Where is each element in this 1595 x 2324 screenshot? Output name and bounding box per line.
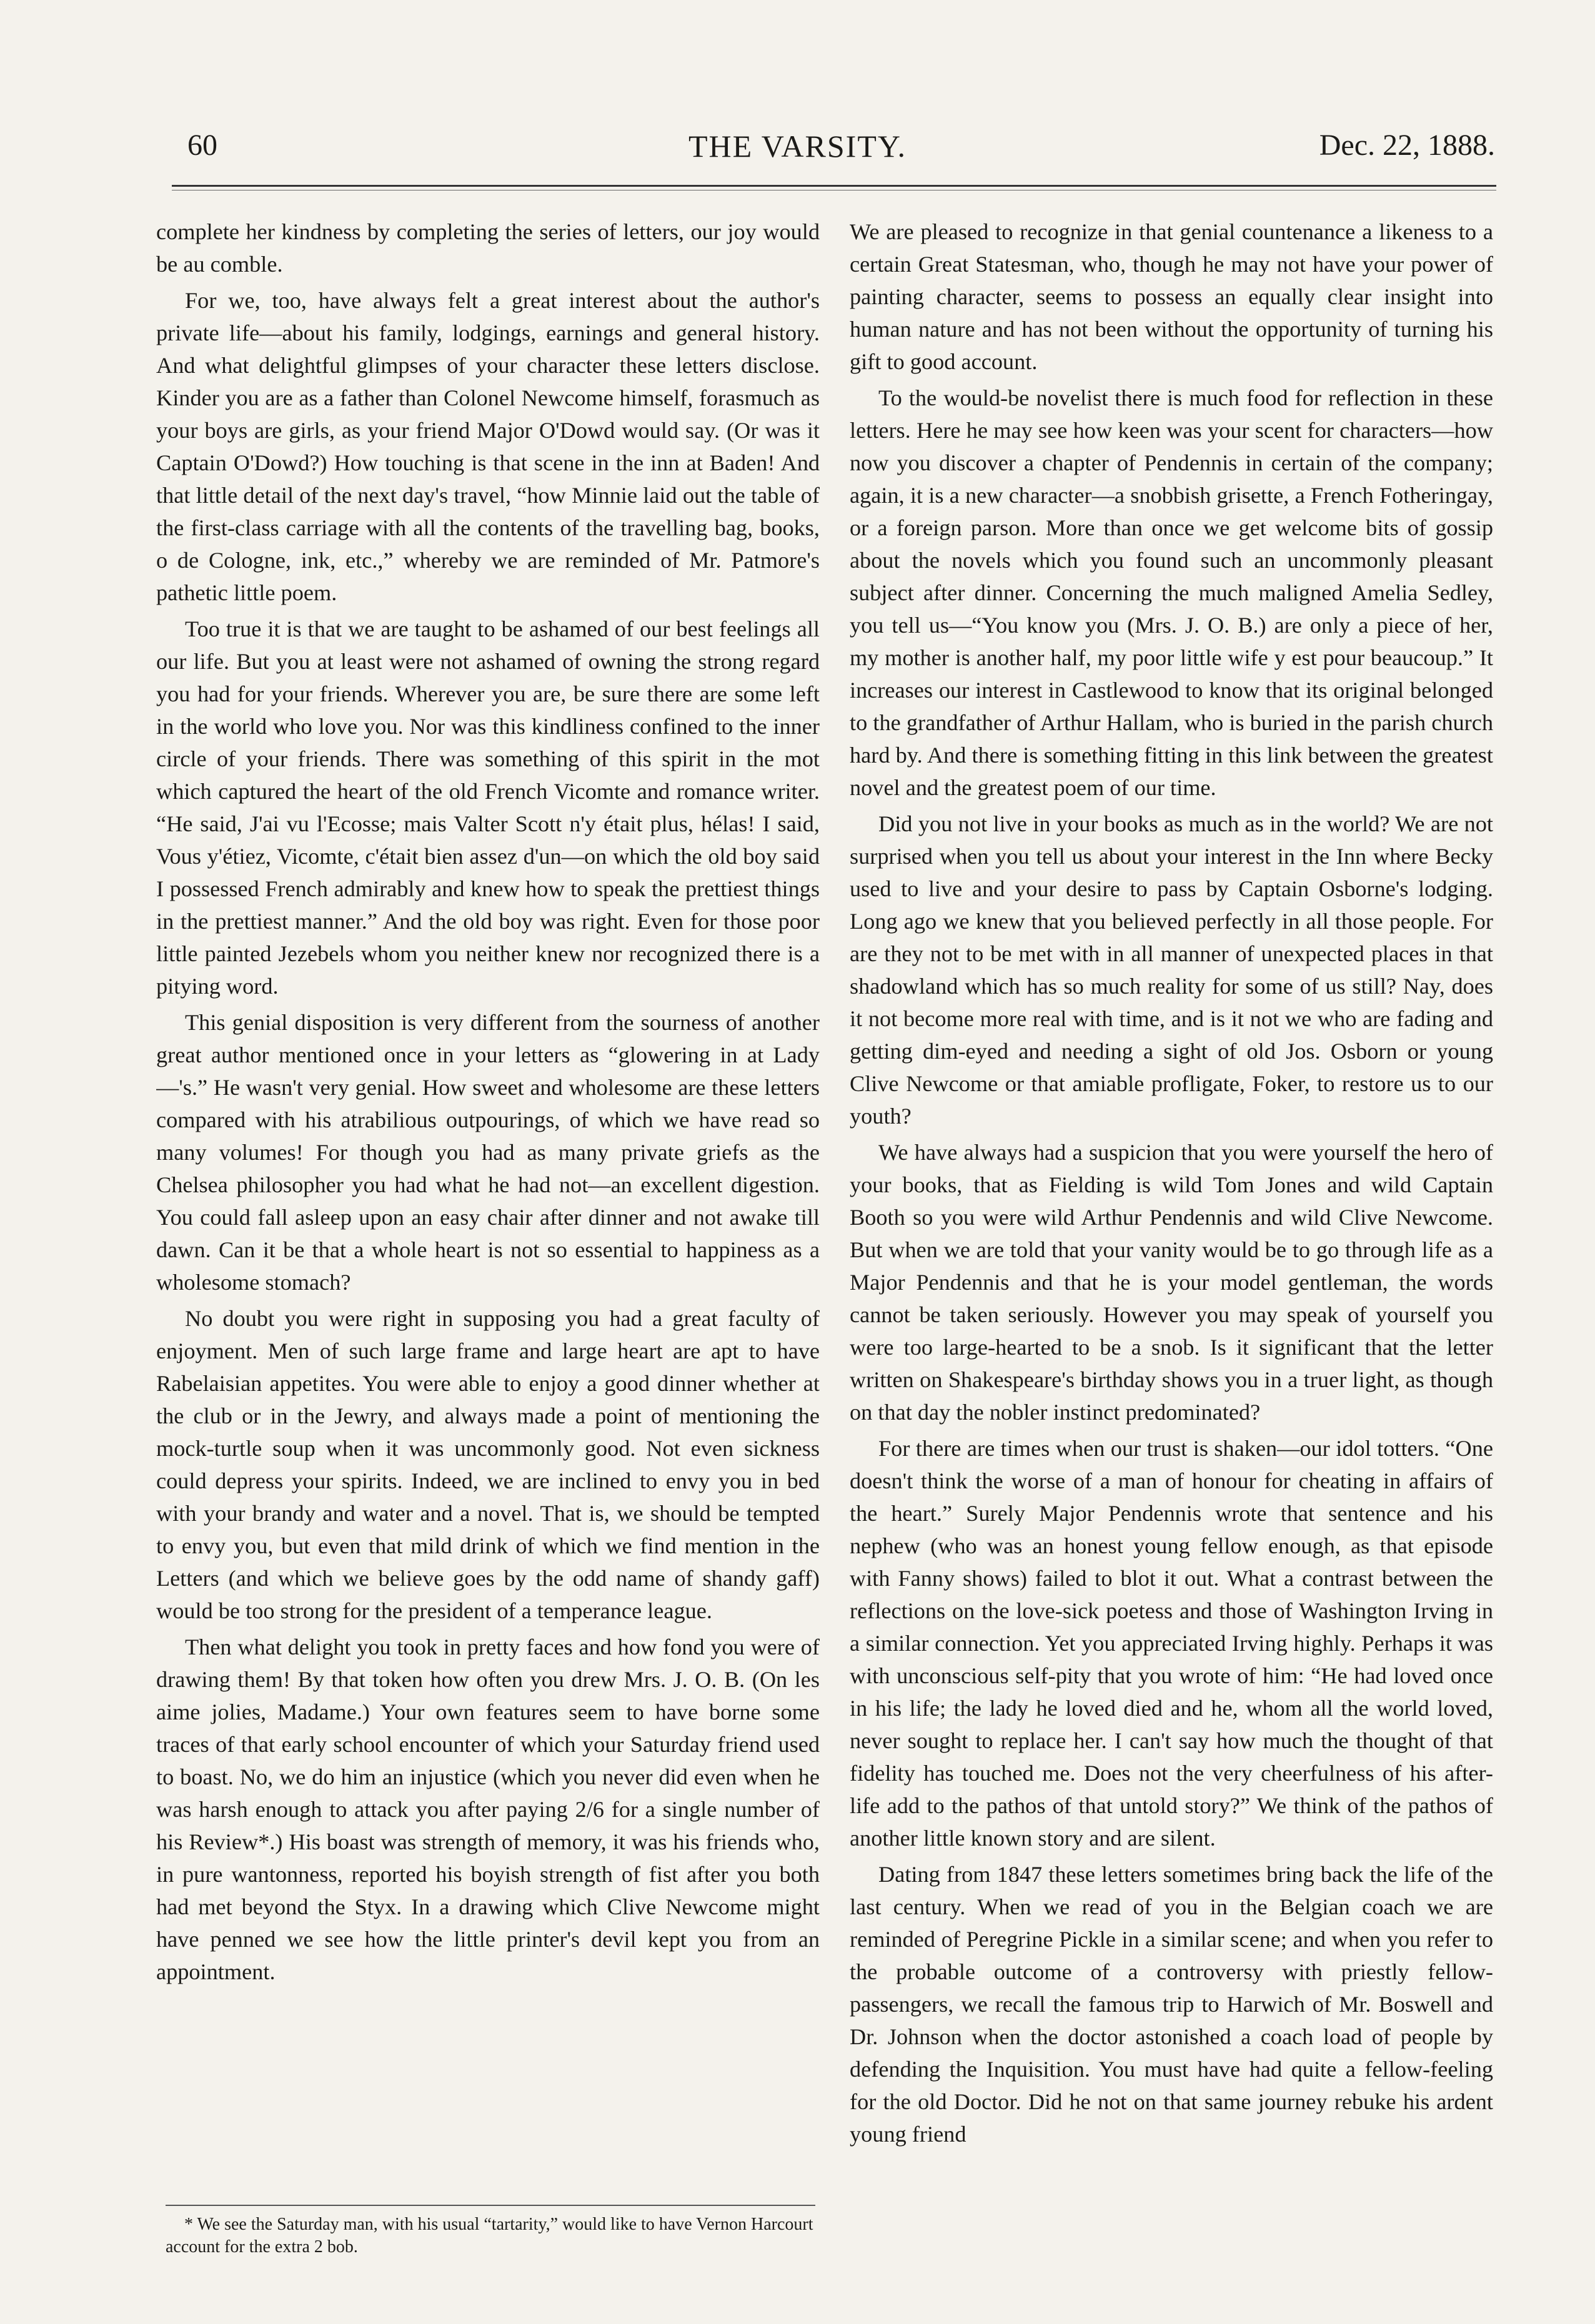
paragraph: We are pleased to recognize in that genial countenance a likeness to a certain Great Statesman, who, though he may not have your power of painting character, seems to possess an equally clear insight into human nature and has not been without the opportunity of turning his gift to good account. [850, 219, 1493, 374]
paragraph: No doubt you were right in supposing you had a great faculty of enjoyment. Men of such large frame and large heart are apt to have Rabelaisian appetites. You were able to enjoy a good dinner whether at the club or in the Jewry, and always made a point of mentioning the mock-turtle soup when it was uncommonly good. Not even sickness could depress your spirits. Indeed, we are inclined to envy you in bed with your brandy and water and a novel. That is, we should be tempted to envy you, but even that mild drink of which we find mention in the Letters (and which we believe goes by the odd name of shandy gaff) would be too strong for the president of a temperance league. [156, 1306, 820, 1623]
paragraph: For we, too, have always felt a great interest about the author's private life—about his family, lodgings, earnings and general history. And what delightful glimpses of your character these letters disclose. Kinder you are as a father than Colonel Newcome himself, forasmuch as your boys are girls, as your friend Major O'Dowd would say. (Or was it Captain O'Dowd?) How touching is that scene in the inn at Baden! And that little detail of the next day's travel, “how Minnie laid out the table of the first-class carriage with all the contents of the travelling bag, books, o de Cologne, ink, etc.,” whereby we are reminded of Mr. Patmore's pathetic little poem. [156, 288, 820, 605]
paragraph: Then what delight you took in pretty faces and how fond you were of drawing them! By that token how often you drew Mrs. J. O. B. (On les aime jolies, Madame.) Your own features seem to have borne some traces of that early school encounter of which your Saturday friend used to boast. No, we do him an injustice (which you never did even when he was harsh enough to attack you after paying 2/6 for a single number of his Review*.) His boast was strength of memory, it was his friends who, in pure wantonness, reported his boyish strength of fist after you both had met beyond the Styx. In a drawing which Clive Newcome might have penned we see how the little printer's devil kept you from an appointment. [156, 1634, 820, 1984]
paragraph: Did you not live in your books as much as in the world? We are not surprised when you tell us about your interest in the Inn where Becky used to live and your desire to pass by Captain Osborne's lodging. Long ago we knew that you believed perfectly in all those people. For are they not to be met with in all manner of unexpected places in that shadowland which has so much reality for some of us still? Nay, does it not become more real with time, and is it not we who are fading and getting dim-eyed and needing a sight of old Jos. Osborn or young Clive Newcome or that amiable profligate, Foker, to restore us to our youth? [850, 811, 1493, 1129]
footnote-text: * We see the Saturday man, with his usual “tartarity,” would like to have Vernon Harcourt account for the extra 2 bob. [166, 2215, 813, 2257]
paragraph: To the would-be novelist there is much food for reflection in these letters. Here he may see how keen was your scent for characters—how now you discover a chapter of Pendennis in certain of the company; again, it is a new character—a snobbish grisette, a French Fotheringay, or a foreign parson. More than once we get welcome bits of gossip about the novels which you found such an uncommonly pleasant subject after dinner. Concerning the much maligned Amelia Sedley, you tell us—“You know you (Mrs. J. O. B.) are only a piece of her, my mother is another half, my poor little wife y est pour beaucoup.” It increases our interest in Castlewood to know that its original belonged to the grandfather of Arthur Hallam, who is buried in the parish church hard by. And there is something fitting in this link between the greatest novel and the greatest poem of our time. [850, 385, 1493, 800]
paragraph: Too true it is that we are taught to be ashamed of our best feelings all our life. But you at least were not ashamed of owning the strong regard you had for your friends. Wherever you are, be sure there are some left in the world who love you. Nor was this kindliness confined to the inner circle of your friends. There was something of this spirit in the mot which captured the heart of the old French Vicomte and romance writer. “He said, J'ai vu l'Ecosse; mais Valter Scott n'y était plus, hélas! I said, Vous y'étiez, Vicomte, c'était bien assez d'un—on which the old boy said I possessed French admirably and knew how to speak the prettiest things in the prettiest manner.” And the old boy was right. Even for those poor little painted Jezebels whom you neither knew nor recognized there is a pitying word. [156, 616, 820, 999]
paragraph: This genial disposition is very different from the sourness of another great author mentioned once in your letters as “glowering in at Lady —'s.” He wasn't very genial. How sweet and wholesome are these letters compared with his atrabilious outpourings, of which we have read so many volumes! For though you had as many private griefs as the Chelsea philosopher you had what he had not—an excellent digestion. You could fall asleep upon an easy chair after dinner and not awake till dawn. Can it be that a whole heart is not so essential to happiness as a wholesome stomach? [156, 1010, 820, 1295]
paragraph: complete her kindness by completing the series of letters, our joy would be au comble. [156, 219, 820, 277]
masthead-title: THE VARSITY. [688, 129, 907, 164]
right-column [850, 215, 1493, 2270]
paragraph: We have always had a suspicion that you were yourself the hero of your books, that as Fielding is wild Tom Jones and wild Captain Booth so you were wild Arthur Pendennis and wild Clive Newcome. But when we are told that your vanity would be to go through life as a Major Pendennis and that he is your model gentleman, the words cannot be taken seriously. However you may speak of yourself you were too large-hearted to be a snob. Is it significant that the letter written on Shakespeare's birthday shows you in a truer light, as though on that day the nobler instinct predominated? [850, 1140, 1493, 1425]
page-number: 60 [187, 129, 217, 162]
paragraph: Dating from 1847 these letters sometimes bring back the life of the last century. When we read of you in the Belgian coach we are reminded of Peregrine Pickle in a similar scene; and when you refer to the probable outcome of a controversy with priestly fellow-passengers, we recall the famous trip to Harwich of Mr. Boswell and Dr. Johnson when the doctor astonished a coach load of people by defending the Inquisition. You must have had quite a fellow-feeling for the old Doctor. Did he not on that same journey rebuke his ardent young friend [850, 1862, 1493, 2147]
paragraph: For there are times when our trust is shaken—our idol totters. “One doesn't think the worse of a man of honour for cheating in affairs of the heart.” Surely Major Pendennis wrote that sentence and his nephew (who was an honest young fellow enough, as that episode with Fanny shows) failed to blot it out. What a contrast between the reflections on the love-sick poetess and those of Washington Irving in a similar connection. Yet you appreciated Irving highly. Perhaps it was with unconscious self-pity that you wrote of him: “He had loved once in his life; the lady he loved died and he, whom all the world loved, never sought to replace her. I can't say how much the thought of that fidelity has touched me. Does not the very cheerfulness of his after-life add to the pathos of that untold story?” We think of the pathos of another little known story and are silent. [850, 1436, 1493, 1851]
header-rule [172, 185, 1496, 187]
issue-date: Dec. 22, 1888. [1319, 129, 1495, 162]
footnote [166, 2205, 815, 2258]
left-column [156, 215, 820, 2270]
